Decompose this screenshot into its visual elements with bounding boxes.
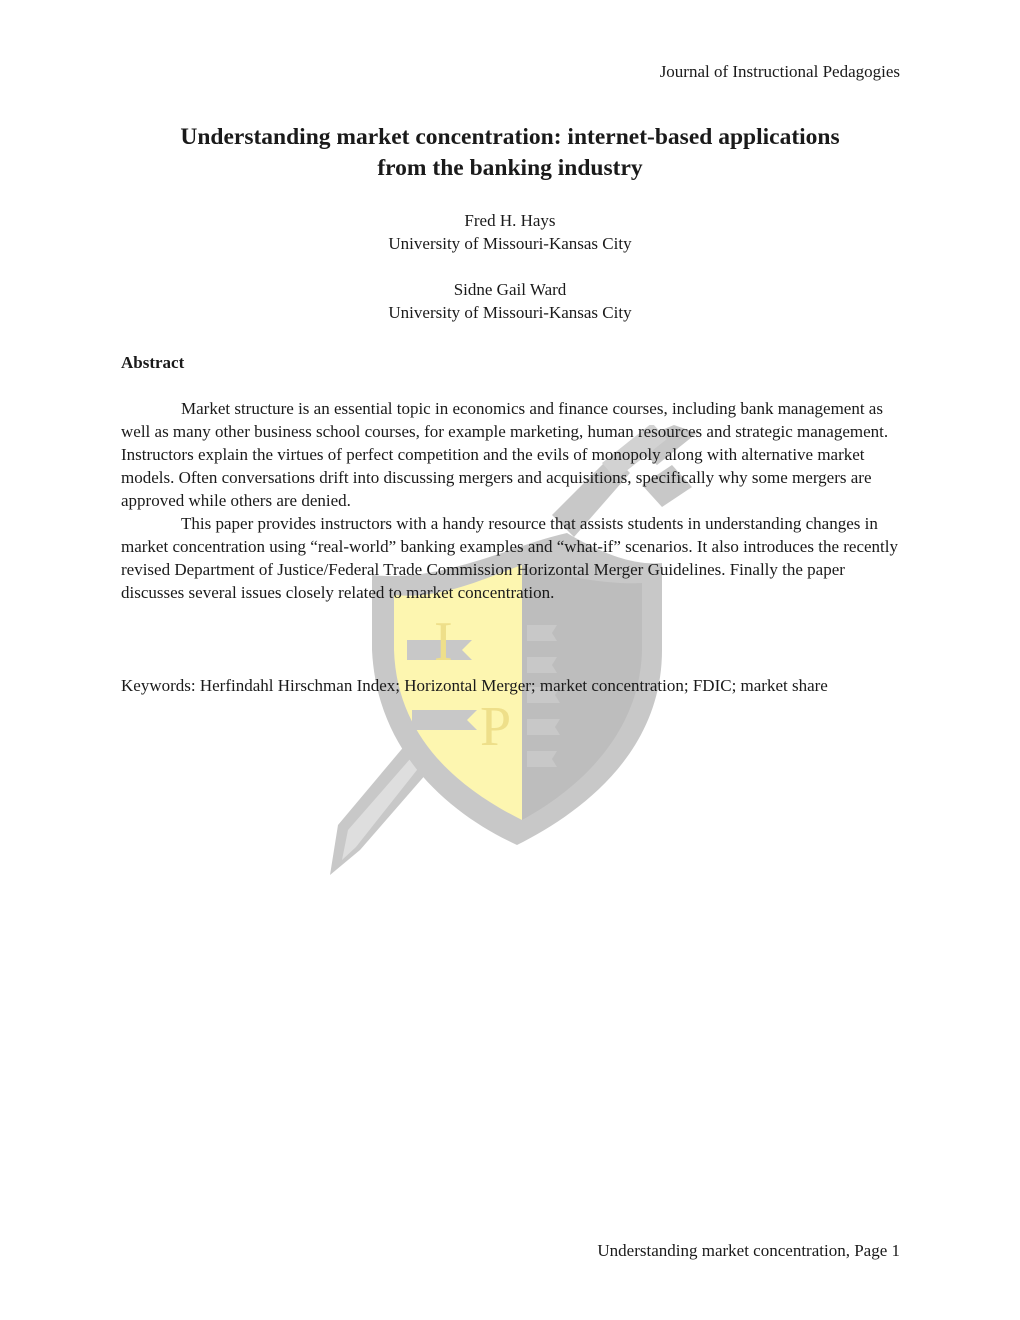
watermark-letter-p: P [480, 696, 512, 758]
abstract-paragraph: Market structure is an essential topic in economics and finance courses, including bank management as well as many other business school courses, for example marketing, human resources and strategic management. Instructors explain the virtues of perfect competition and the evils of monopoly along with alternative market models. Often conversations drift into discussing mergers and acquisitions, specifically why some mergers are approved while others are denied. [121, 399, 889, 510]
paper-title [120, 122, 900, 184]
keywords: Keywords: Herfindahl Hirschman Index; Horizontal Merger; market concentration; FDIC; market share [121, 676, 828, 695]
author-affiliation: University of Missouri-Kansas City [388, 303, 632, 322]
author-affiliation: University of Missouri-Kansas City [388, 234, 632, 253]
paper-title-line-1: Understanding market concentration: internet-based applications [180, 124, 840, 150]
abstract-heading: Abstract [121, 353, 185, 372]
abstract-paragraph: This paper provides instructors with a handy resource that assists students in understanding changes in market concentration using “real-world” banking examples and “what-if” scenarios. It also introduces the recently revised Department of Justice/Federal Trade Commission Horizontal Merger Guidelines. Finally the paper discusses several issues closely related to market concentration. [121, 514, 898, 602]
watermark-letter-i: I [434, 611, 453, 673]
paper-title-line-2: from the banking industry [377, 155, 643, 181]
author-name: Sidne Gail Ward [453, 280, 567, 299]
running-head-journal: Journal of Instructional Pedagogies [659, 62, 900, 81]
page-footer: Understanding market concentration, Page 1 [597, 1241, 900, 1260]
abstract-body [121, 397, 899, 604]
author-name: Fred H. Hays [464, 211, 556, 230]
author-block [120, 278, 900, 324]
author-block [120, 209, 900, 255]
